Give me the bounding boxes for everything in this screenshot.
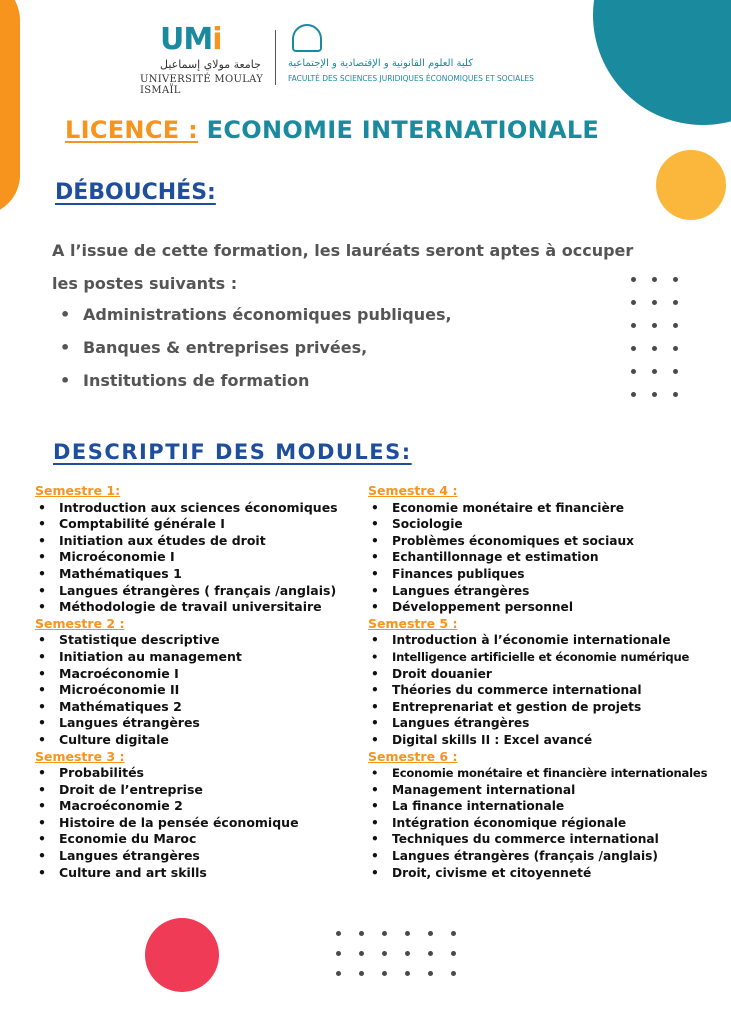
modules-left-column bbox=[35, 483, 365, 881]
list-item: • Histoire de la pensée économique bbox=[35, 815, 365, 832]
list-item: • Sociologie bbox=[368, 516, 728, 533]
dot bbox=[631, 346, 636, 351]
dot bbox=[652, 369, 657, 374]
list-item: • Entreprenariat et gestion de projets bbox=[368, 699, 728, 716]
dot bbox=[405, 971, 410, 976]
list-item: • Culture digitale bbox=[35, 732, 365, 749]
semester-title: Semestre 4 : bbox=[368, 483, 458, 498]
list-item: • Culture and art skills bbox=[35, 865, 365, 882]
dot bbox=[428, 931, 433, 936]
umi-mark-logo: UMi bbox=[160, 22, 222, 57]
list-item: • Langues étrangères bbox=[368, 715, 728, 732]
debouches-intro: A l’issue de cette formation, les lauréats seront aptes à occuper les postes suivants : bbox=[52, 241, 634, 293]
dot bbox=[405, 931, 410, 936]
list-item: • Initiation au management bbox=[35, 649, 365, 666]
page-title bbox=[65, 116, 599, 144]
dot bbox=[451, 931, 456, 936]
dot bbox=[631, 300, 636, 305]
dot bbox=[359, 951, 364, 956]
semester-module-list bbox=[35, 765, 365, 881]
dot bbox=[359, 931, 364, 936]
dot bbox=[405, 951, 410, 956]
semester-title: Semestre 5 : bbox=[368, 615, 458, 631]
teal-circle-shape bbox=[593, 0, 731, 125]
list-item: • Statistique descriptive bbox=[35, 632, 365, 649]
university-name: UNIVERSITÉ MOULAY ISMAÏL bbox=[140, 74, 264, 96]
dot bbox=[673, 369, 678, 374]
semester-title: Semestre 3 : bbox=[35, 748, 125, 764]
dot bbox=[428, 971, 433, 976]
dot bbox=[652, 277, 657, 282]
dot bbox=[631, 323, 636, 328]
semester-title: Semestre 1: bbox=[35, 483, 121, 498]
dot bbox=[673, 392, 678, 397]
semester-module-list bbox=[35, 632, 365, 748]
faculty-emblem-icon bbox=[292, 24, 322, 52]
semester-module-list bbox=[35, 500, 365, 616]
red-circle-shape bbox=[145, 918, 219, 992]
list-item: • Microéconomie I bbox=[35, 549, 365, 566]
list-item: • Management international bbox=[368, 782, 728, 799]
list-item: • Probabilités bbox=[35, 765, 365, 782]
list-item: • Comptabilité générale I bbox=[35, 516, 365, 533]
list-item: • La finance internationale bbox=[368, 798, 728, 815]
dot bbox=[652, 323, 657, 328]
dot bbox=[652, 392, 657, 397]
list-item: • Mathématiques 2 bbox=[35, 699, 365, 716]
university-arabic-name: جامعة مولاي إسماعيل bbox=[160, 58, 261, 71]
list-item: • Langues étrangères ( français /anglais) bbox=[35, 583, 365, 600]
list-item: • Economie du Maroc bbox=[35, 831, 365, 848]
dot-pattern-bottom bbox=[336, 931, 456, 976]
orange-side-shape bbox=[0, 0, 20, 215]
list-item: • Introduction à l’économie internationale bbox=[368, 632, 728, 649]
dot bbox=[382, 971, 387, 976]
list-item: • Initiation aux études de droit bbox=[35, 533, 365, 550]
semester-module-list bbox=[368, 765, 728, 881]
title-main: ECONOMIE INTERNATIONALE bbox=[206, 116, 600, 144]
dot bbox=[652, 300, 657, 305]
list-item: • Intelligence artificielle et économie numérique bbox=[368, 649, 728, 666]
list-item: • Banques & entreprises privées, bbox=[56, 331, 452, 364]
list-item: • Institutions de formation bbox=[56, 364, 452, 397]
dot bbox=[631, 392, 636, 397]
dot bbox=[451, 951, 456, 956]
title-prefix: LICENCE : bbox=[65, 116, 198, 144]
debouches-list bbox=[56, 298, 452, 397]
list-item: • Langues étrangères bbox=[35, 715, 365, 732]
list-item: • Droit de l’entreprise bbox=[35, 782, 365, 799]
list-item: • Echantillonnage et estimation bbox=[368, 549, 728, 566]
list-item: • Microéconomie II bbox=[35, 682, 365, 699]
yellow-circle-shape bbox=[656, 150, 726, 220]
faculty-arabic-name: كلية العلوم القانونية و الإقتصادية و الإجتماعية bbox=[288, 58, 473, 69]
dot bbox=[359, 971, 364, 976]
list-item: • Economie monétaire et financière bbox=[368, 500, 728, 517]
semester-title: Semestre 6 : bbox=[368, 748, 458, 764]
dot bbox=[652, 346, 657, 351]
debouches-heading: DÉBOUCHÉS: bbox=[55, 180, 216, 205]
list-item: • Introduction aux sciences économiques bbox=[35, 500, 365, 517]
list-item: • Mathématiques 1 bbox=[35, 566, 365, 583]
list-item: • Développement personnel bbox=[368, 599, 728, 616]
semester-module-list bbox=[368, 500, 728, 616]
list-item: • Finances publiques bbox=[368, 566, 728, 583]
dot bbox=[673, 300, 678, 305]
dot bbox=[673, 277, 678, 282]
dot bbox=[382, 951, 387, 956]
list-item: • Langues étrangères bbox=[368, 583, 728, 600]
modules-heading: DESCRIPTIF DES MODULES: bbox=[53, 440, 412, 464]
dot bbox=[336, 971, 341, 976]
list-item: • Langues étrangères (français /anglais) bbox=[368, 848, 728, 865]
dot bbox=[673, 323, 678, 328]
logo-divider bbox=[275, 30, 276, 85]
dot bbox=[336, 931, 341, 936]
dot bbox=[673, 346, 678, 351]
list-item: • Langues étrangères bbox=[35, 848, 365, 865]
modules-right-column bbox=[368, 483, 728, 881]
university-logo bbox=[140, 22, 270, 96]
list-item: • Economie monétaire et financière internationales bbox=[368, 765, 728, 782]
list-item: • Méthodologie de travail universitaire bbox=[35, 599, 365, 616]
list-item: • Digital skills II : Excel avancé bbox=[368, 732, 728, 749]
dot bbox=[428, 951, 433, 956]
list-item: • Administrations économiques publiques, bbox=[56, 298, 452, 331]
list-item: • Macroéconomie I bbox=[35, 666, 365, 683]
dot bbox=[336, 951, 341, 956]
list-item: • Problèmes économiques et sociaux bbox=[368, 533, 728, 550]
faculty-name: FACULTÉ DES SCIENCES JURIDIQUES ÉCONOMIQUES ET SOCIALES bbox=[288, 74, 534, 83]
list-item: • Macroéconomie 2 bbox=[35, 798, 365, 815]
list-item: • Théories du commerce international bbox=[368, 682, 728, 699]
list-item: • Droit, civisme et citoyenneté bbox=[368, 865, 728, 882]
dot bbox=[382, 931, 387, 936]
dot bbox=[451, 971, 456, 976]
list-item: • Techniques du commerce international bbox=[368, 831, 728, 848]
list-item: • Intégration économique régionale bbox=[368, 815, 728, 832]
semester-title: Semestre 2 : bbox=[35, 615, 125, 631]
dot bbox=[631, 369, 636, 374]
list-item: • Droit douanier bbox=[368, 666, 728, 683]
faculty-logo bbox=[288, 24, 534, 89]
semester-module-list bbox=[368, 632, 728, 748]
